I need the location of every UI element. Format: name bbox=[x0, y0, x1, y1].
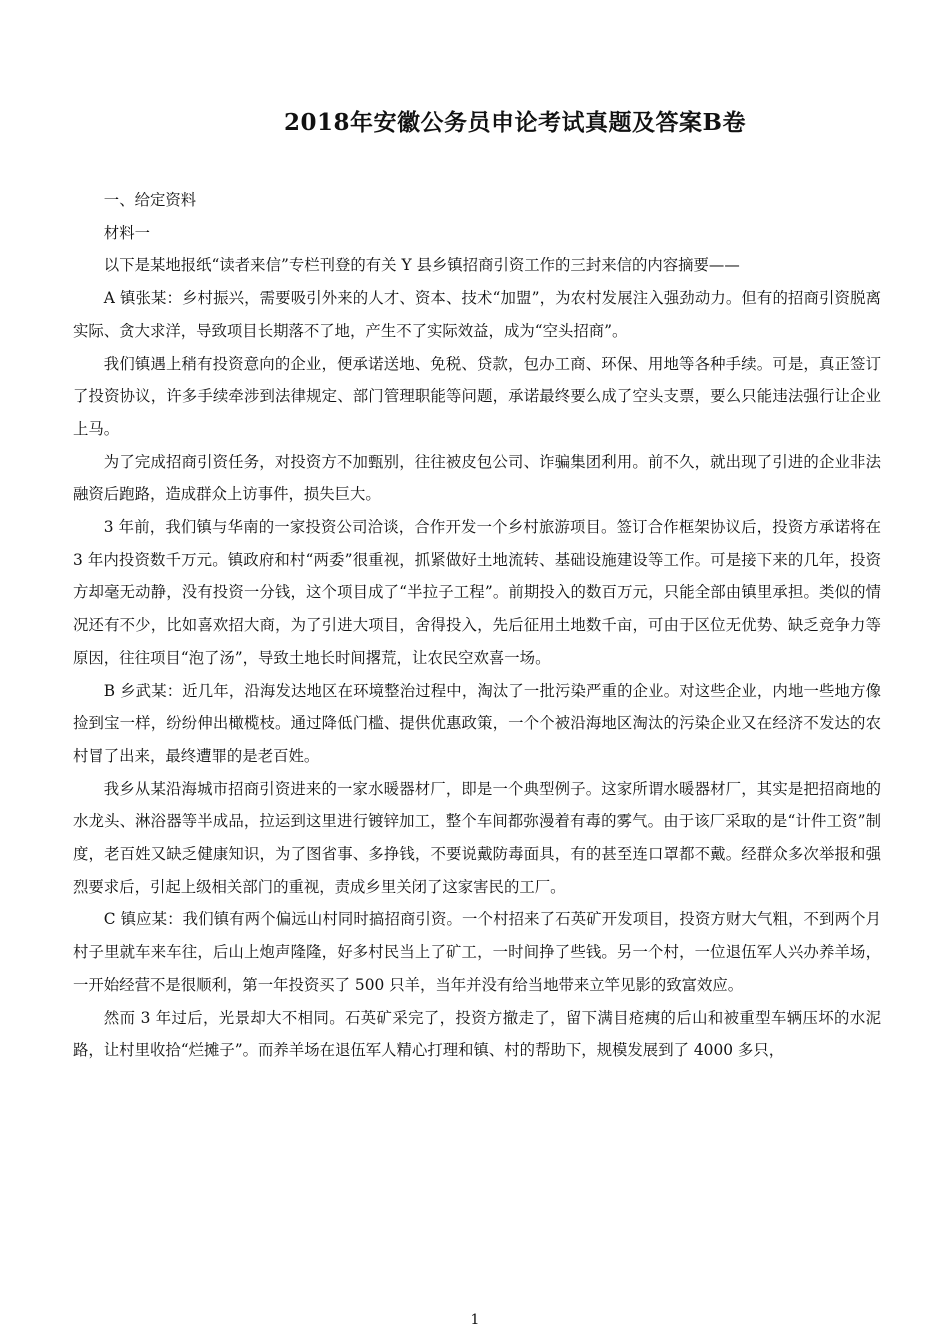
paragraph: 我乡从某沿海城市招商引资进来的一家水暖器材厂，即是一个典型例子。这家所谓水暖器材厂，其实是把招商地的水龙头、淋浴器等半成品，拉运到这里进行镀锌加工，整个车间都弥漫着有毒的雾气。由于该厂采取的是“计件工资”制度，老百姓又缺乏健康知识，为了图省事、多挣钱，不要说戴防毒面具，有的甚至连口罩都不戴。经群众多次举报和强烈要求后，引起上级相关部门的重视，责成乡里关闭了这家害民的工厂。 bbox=[73, 779, 881, 896]
paragraph: 然而 3 年过后，光景却大不相同。石英矿采完了，投资方撤走了，留下满目疮痍的后山和被重型车辆压坏的水泥路，让村里收拾“烂摊子”。而养羊场在退伍军人精心打理和镇、村的帮助下，规模发展到了 4000 多只， bbox=[73, 1008, 881, 1060]
page-number: 1 bbox=[470, 1312, 480, 1328]
paragraph: 为了完成招商引资任务，对投资方不加甄别，往往被皮包公司、诈骗集团利用。前不久，就出现了引进的企业非法融资后跑路，造成群众上访事件，损失巨大。 bbox=[73, 452, 881, 504]
paragraph: 我们镇遇上稍有投资意向的企业，便承诺送地、免税、贷款，包办工商、环保、用地等各种手续。可是，真正签订了投资协议，许多手续牵涉到法律规定、部门管理职能等问题，承诺最终要么成了空头支票，要么只能违法强行让企业上马。 bbox=[73, 354, 881, 438]
material-heading: 材料一 bbox=[103, 223, 150, 242]
document-title: 2018年安徽公务员申论考试真题及答案B卷 bbox=[284, 109, 746, 136]
paragraph: A 镇张某：乡村振兴，需要吸引外来的人才、资本、技术“加盟”，为农村发展注入强劲动力。但有的招商引资脱离实际、贪大求洋，导致项目长期落不了地，产生不了实际效益，成为“空头招商”。 bbox=[73, 289, 881, 340]
paragraph: 3 年前，我们镇与华南的一家投资公司洽谈，合作开发一个乡村旅游项目。签订合作框架协议后，投资方承诺将在 3 年内投资数千万元。镇政府和村“两委”很重视，抓紧做好土地流转、基础设施建设等工作。可是接下来的几年，投资方却毫无动静，没有投资一分钱，这个项目成了“半拉子工程”。前期投入的数百万元，只能全部由镇里承担。类似的情况还有不少，比如喜欢招大商，为了引进大项目，舍得投入，先后征用土地数千亩，可由于区位无优势、缺乏竞争力等原因，往往项目“泡了汤”，导致土地长时间撂荒，让农民空欢喜一场。 bbox=[73, 518, 881, 667]
paragraph: 以下是某地报纸“读者来信”专栏刊登的有关 Y 县乡镇招商引资工作的三封来信的内容摘要—— bbox=[103, 256, 740, 275]
document-body bbox=[73, 184, 881, 1067]
paragraph: B 乡武某：近几年，沿海发达地区在环境整治过程中，淘汰了一批污染严重的企业。对这些企业，内地一些地方像捡到宝一样，纷纷伸出橄榄枝。通过降低门槛、提供优惠政策，一个个被沿海地区淘汰的污染企业又在经济不发达的农村冒了出来，最终遭罪的是老百姓。 bbox=[73, 681, 881, 765]
paragraph: C 镇应某：我们镇有两个偏远山村同时搞招商引资。一个村招来了石英矿开发项目，投资方财大气粗，不到两个月村子里就车来车往，后山上炮声隆隆，好多村民当上了矿工，一时间挣了些钱。另一个村，一位退伍军人兴办养羊场，一开始经营不是很顺利，第一年投资买了 500 只羊，当年并没有给当地带来立竿见影的致富效应。 bbox=[73, 910, 881, 994]
section-heading: 一、给定资料 bbox=[103, 191, 197, 209]
